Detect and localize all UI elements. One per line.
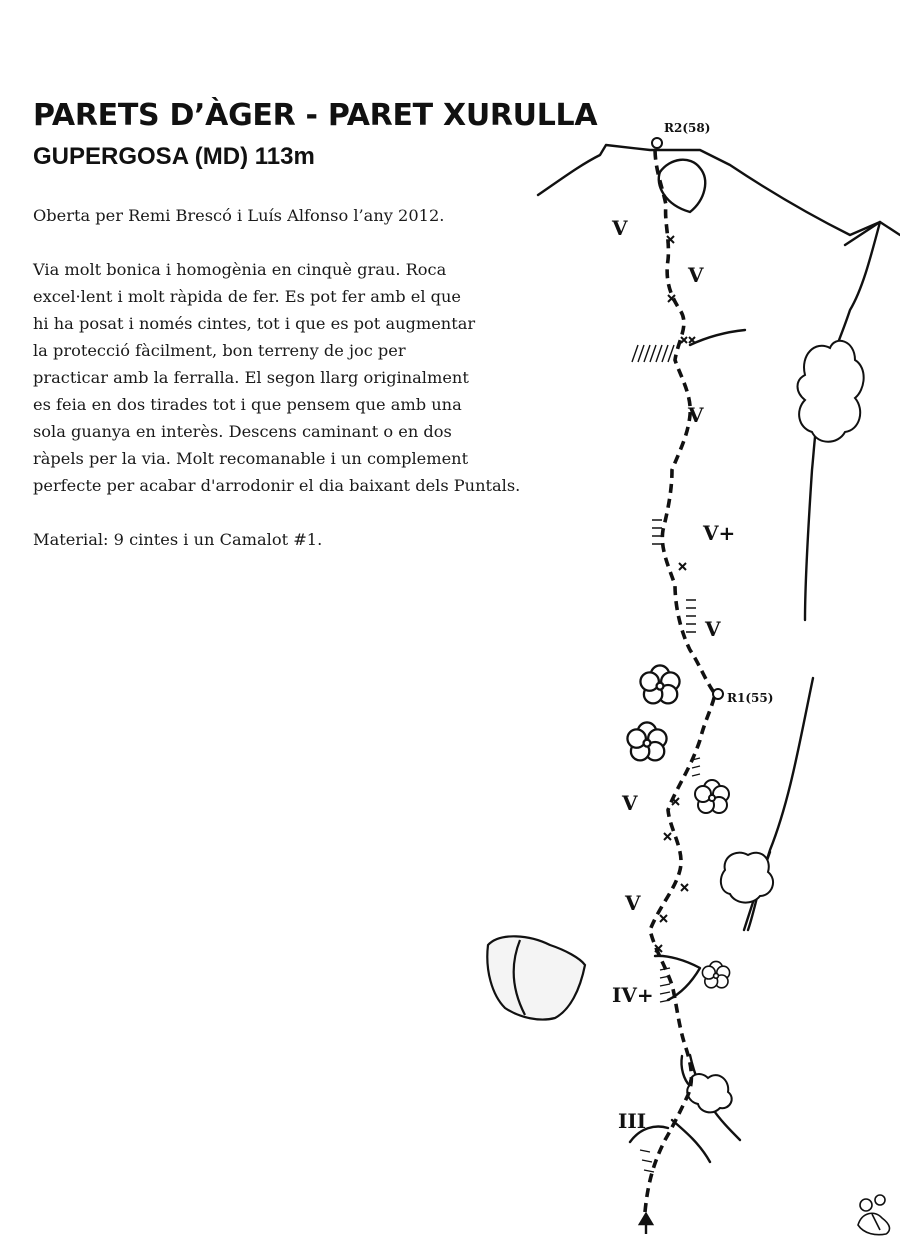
description-line: excel·lent i molt ràpida de fer. Es pot fer amb el que — [33, 287, 462, 306]
grade-label: IV+ — [612, 983, 654, 1007]
grade-label: V — [622, 791, 638, 815]
description-line: Via molt bonica i homogènia en cinquè grau. Roca — [33, 260, 447, 279]
wall-outline — [538, 145, 900, 1162]
description-line: hi ha posat i només cintes, tot i que es pot augmentar — [33, 314, 476, 333]
description-line: la protecció fàcilment, bon terreny de joc per — [33, 341, 406, 360]
grade-label: V+ — [703, 521, 736, 545]
description-line: ràpels per la via. Molt recomanable i un complement — [33, 449, 469, 468]
grade-label: V — [612, 216, 628, 240]
grade-label: III — [618, 1109, 647, 1133]
grade-label: V — [688, 263, 704, 287]
opened-by-text: Oberta per Remi Brescó i Luís Alfonso l’any 2012. — [33, 206, 445, 225]
artist-logo-icon — [858, 1195, 889, 1235]
grade-label: V — [688, 403, 704, 427]
boulder — [487, 936, 585, 1019]
description-line: es feia en dos tirades tot i que pensem que amb una — [33, 395, 462, 414]
belay-label-middle: R1(55) — [727, 691, 774, 705]
description-line: sola guanya en interès. Descens caminant o en dos — [33, 422, 452, 441]
material-text: Material: 9 cintes i un Camalot #1. — [33, 530, 323, 549]
start-arrow-icon — [640, 1214, 652, 1234]
route-subtitle: GUPERGOSA (MD) 113m — [33, 143, 315, 170]
belay-station-top — [652, 138, 662, 148]
grade-label: V — [625, 891, 641, 915]
belay-station-middle — [713, 689, 723, 699]
description-line: practicar amb la ferralla. El segon llarg originalment — [33, 368, 469, 387]
grade-label: V — [705, 617, 721, 641]
description-line: perfecte per acabar d'arrodonir el dia baixant dels Puntals. — [33, 476, 521, 495]
route-title: PARETS D’ÀGER - PARET XURULLA — [33, 98, 598, 133]
belay-label-top: R2(58) — [664, 121, 711, 135]
vegetation — [627, 341, 863, 1113]
